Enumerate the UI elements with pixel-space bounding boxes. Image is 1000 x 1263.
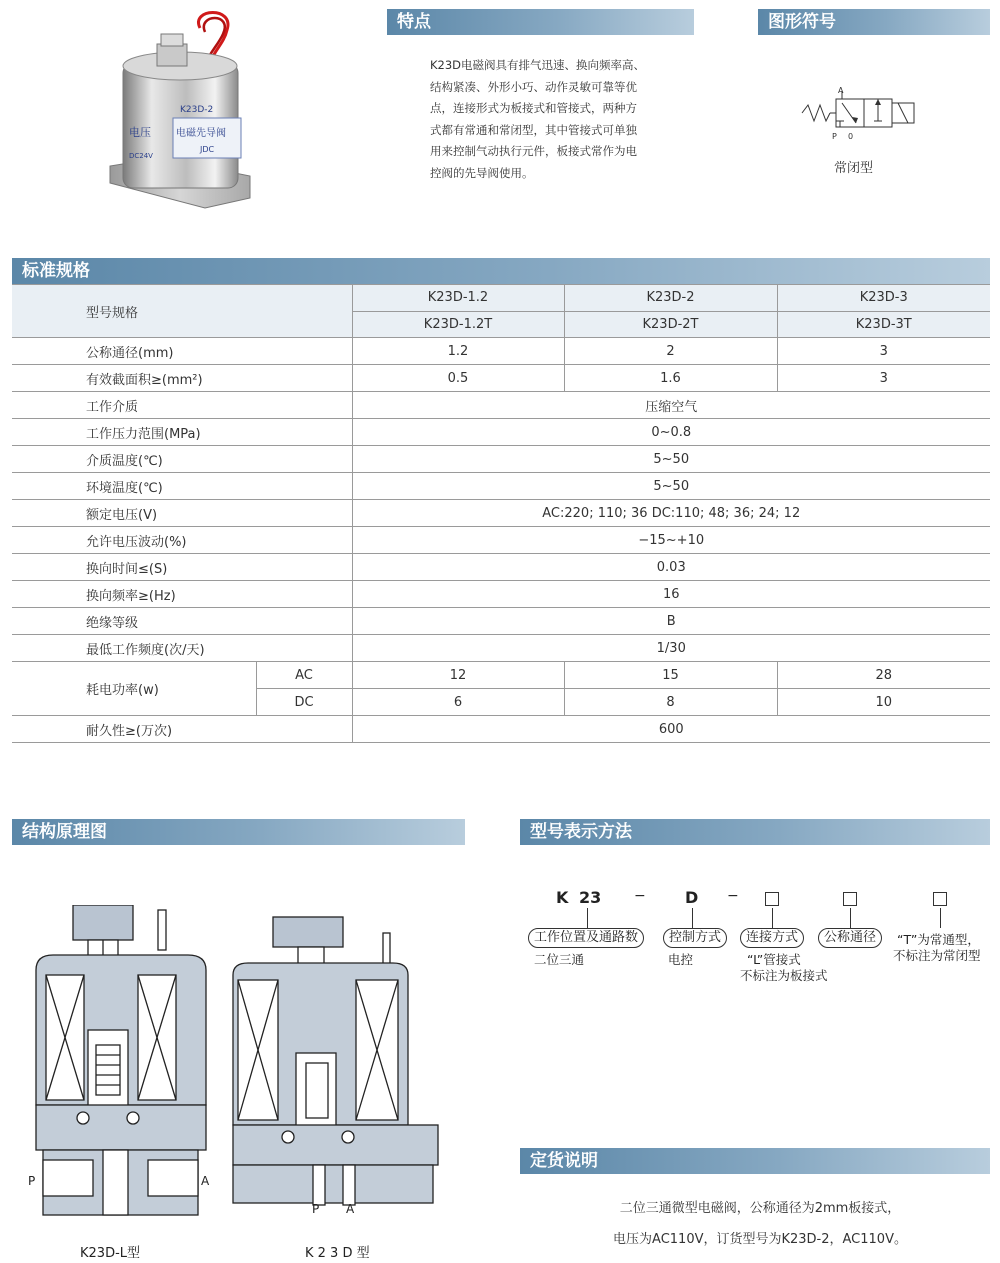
code-23: 23 bbox=[579, 888, 602, 907]
symbol-port-0: 0 bbox=[848, 132, 854, 141]
section-bar-symbol bbox=[758, 9, 990, 35]
value-cell: 0~0.8 bbox=[352, 419, 990, 446]
value-cell: −15~+10 bbox=[352, 527, 990, 554]
row-label: 耐久性≥(万次) bbox=[12, 716, 352, 743]
table-row bbox=[12, 527, 990, 554]
value-cell: 15 bbox=[564, 662, 777, 689]
value-cell: 5~50 bbox=[352, 446, 990, 473]
features-line: 结构紧凑、外形小巧、动作灵敏可靠等优 bbox=[430, 79, 637, 94]
table-row bbox=[12, 392, 990, 419]
section-title-features: 特点 bbox=[397, 12, 431, 32]
section-title-spec: 标准规格 bbox=[22, 261, 90, 281]
symbol-caption: 常闭型 bbox=[834, 161, 874, 176]
table-row bbox=[12, 365, 990, 392]
model-cell: K23D-1.2T bbox=[352, 311, 564, 338]
row-label: 环境温度(℃) bbox=[12, 473, 352, 500]
value-cell: 600 bbox=[352, 716, 990, 743]
product-label-model: K23D-2 bbox=[180, 105, 214, 115]
row-label: 介质温度(℃) bbox=[12, 446, 352, 473]
row-label: 公称通径(mm) bbox=[12, 338, 352, 365]
row-label: 耗电功率(w) bbox=[12, 662, 256, 716]
section-bar-spec bbox=[12, 258, 990, 284]
value-cell: 5~50 bbox=[352, 473, 990, 500]
value-cell: 2 bbox=[564, 338, 777, 365]
value-cell: 16 bbox=[352, 581, 990, 608]
section-bar-features bbox=[387, 9, 694, 35]
pill-position: 工作位置及通路数 bbox=[528, 928, 644, 948]
value-cell: 0.5 bbox=[352, 365, 564, 392]
value-cell: 12 bbox=[352, 662, 564, 689]
product-photo bbox=[105, 8, 255, 218]
desc-position: 二位三通 bbox=[534, 952, 585, 967]
right-port-a: A bbox=[346, 1202, 355, 1215]
code-stem bbox=[772, 908, 773, 928]
model-cell: K23D-2 bbox=[564, 285, 777, 312]
right-port-p: P bbox=[312, 1202, 320, 1215]
desc-t-2: 不标注为常闭型 bbox=[893, 948, 981, 963]
power-sub-label: DC bbox=[256, 689, 352, 716]
product-label-name: 电磁先导阀 bbox=[176, 128, 226, 139]
code-box bbox=[765, 892, 779, 906]
code-stem bbox=[940, 908, 941, 928]
value-cell: 28 bbox=[777, 662, 990, 689]
order-line-2: 电压为AC110V，订货型号为K23D-2，AC110V。 bbox=[613, 1232, 907, 1247]
row-label: 允许电压波动(%) bbox=[12, 527, 352, 554]
code-box bbox=[843, 892, 857, 906]
section-title-structure: 结构原理图 bbox=[22, 822, 107, 842]
value-cell: 1/30 bbox=[352, 635, 990, 662]
table-row bbox=[12, 446, 990, 473]
features-text bbox=[430, 55, 665, 184]
code-stem bbox=[850, 908, 851, 928]
section-bar-structure bbox=[12, 819, 465, 845]
section-bar-order bbox=[520, 1148, 990, 1174]
table-row bbox=[12, 473, 990, 500]
symbol-port-p: P bbox=[832, 132, 837, 141]
right-caption: K 2 3 D 型 bbox=[305, 1246, 370, 1261]
model-cell: K23D-3T bbox=[777, 311, 990, 338]
left-caption: K23D-L型 bbox=[80, 1246, 141, 1261]
table-row bbox=[12, 419, 990, 446]
features-line: 用来控制气动执行元件，板接式常作为电 bbox=[430, 144, 637, 158]
desc-connection-2: 不标注为板接式 bbox=[740, 968, 828, 983]
value-cell: 10 bbox=[777, 689, 990, 716]
product-label-voltage: 电压 bbox=[129, 126, 151, 139]
code-dash: − bbox=[634, 888, 646, 904]
value-cell: 1.6 bbox=[564, 365, 777, 392]
spec-header-label: 型号规格 bbox=[12, 285, 352, 338]
desc-control: 电控 bbox=[668, 952, 694, 967]
table-row bbox=[12, 662, 990, 689]
pill-connection: 连接方式 bbox=[740, 928, 804, 948]
value-cell: AC:220; 110; 36 DC:110; 48; 36; 24; 12 bbox=[352, 500, 990, 527]
structure-drawing-left bbox=[28, 905, 213, 1230]
spec-table bbox=[12, 284, 990, 743]
table-row bbox=[12, 338, 990, 365]
value-cell: B bbox=[352, 608, 990, 635]
value-cell: 1.2 bbox=[352, 338, 564, 365]
row-label: 额定电压(V) bbox=[12, 500, 352, 527]
code-stem bbox=[587, 908, 588, 928]
section-bar-model bbox=[520, 819, 990, 845]
value-cell: 6 bbox=[352, 689, 564, 716]
structure-drawing-right bbox=[228, 905, 443, 1215]
section-title-order: 定货说明 bbox=[530, 1151, 598, 1171]
features-line: 控阀的先导阀使用。 bbox=[430, 165, 534, 180]
code-d: D bbox=[685, 888, 699, 907]
value-cell: 压缩空气 bbox=[352, 392, 990, 419]
valve-symbol bbox=[800, 85, 920, 145]
table-row bbox=[12, 608, 990, 635]
model-cell: K23D-1.2 bbox=[352, 285, 564, 312]
left-port-a: A bbox=[201, 1174, 210, 1188]
pill-diameter: 公称通径 bbox=[818, 928, 882, 948]
code-dash: − bbox=[727, 888, 739, 904]
code-box bbox=[933, 892, 947, 906]
features-line: K23D电磁阀具有排气迅速、换向频率高、 bbox=[430, 58, 646, 72]
features-line: 式都有常通和常闭型，其中管接式可单独 bbox=[430, 122, 637, 137]
table-row bbox=[12, 500, 990, 527]
value-cell: 8 bbox=[564, 689, 777, 716]
value-cell: 3 bbox=[777, 365, 990, 392]
product-label-dc: DC24V bbox=[129, 152, 153, 160]
pill-control: 控制方式 bbox=[663, 928, 727, 948]
symbol-port-a: A bbox=[838, 86, 844, 95]
desc-connection-1: “L”管接式 bbox=[747, 952, 801, 967]
section-title-model: 型号表示方法 bbox=[530, 822, 632, 842]
row-label: 工作介质 bbox=[12, 392, 352, 419]
left-port-p: P bbox=[28, 1174, 36, 1188]
model-cell: K23D-2T bbox=[564, 311, 777, 338]
table-row bbox=[12, 285, 990, 312]
value-cell: 0.03 bbox=[352, 554, 990, 581]
value-cell: 3 bbox=[777, 338, 990, 365]
table-row bbox=[12, 716, 990, 743]
code-stem bbox=[692, 908, 693, 928]
row-label: 换向时间≤(S) bbox=[12, 554, 352, 581]
section-title-symbol: 图形符号 bbox=[768, 12, 836, 32]
power-sub-label: AC bbox=[256, 662, 352, 689]
table-row bbox=[12, 581, 990, 608]
features-line: 点，连接形式为板接式和管接式，两种方 bbox=[430, 101, 637, 115]
table-row bbox=[12, 554, 990, 581]
row-label: 换向频率≥(Hz) bbox=[12, 581, 352, 608]
row-label: 工作压力范围(MPa) bbox=[12, 419, 352, 446]
order-line-1: 二位三通微型电磁阀，公称通径为2mm板接式， bbox=[619, 1201, 901, 1216]
table-row bbox=[12, 635, 990, 662]
row-label: 绝缘等级 bbox=[12, 608, 352, 635]
desc-t-1: “T”为常通型， bbox=[897, 932, 980, 947]
model-cell: K23D-3 bbox=[777, 285, 990, 312]
row-label: 最低工作频度(次/天) bbox=[12, 635, 352, 662]
code-k: K bbox=[556, 888, 569, 907]
product-label-brand: JDC bbox=[200, 145, 215, 154]
row-label: 有效截面积≥(mm²) bbox=[12, 365, 352, 392]
